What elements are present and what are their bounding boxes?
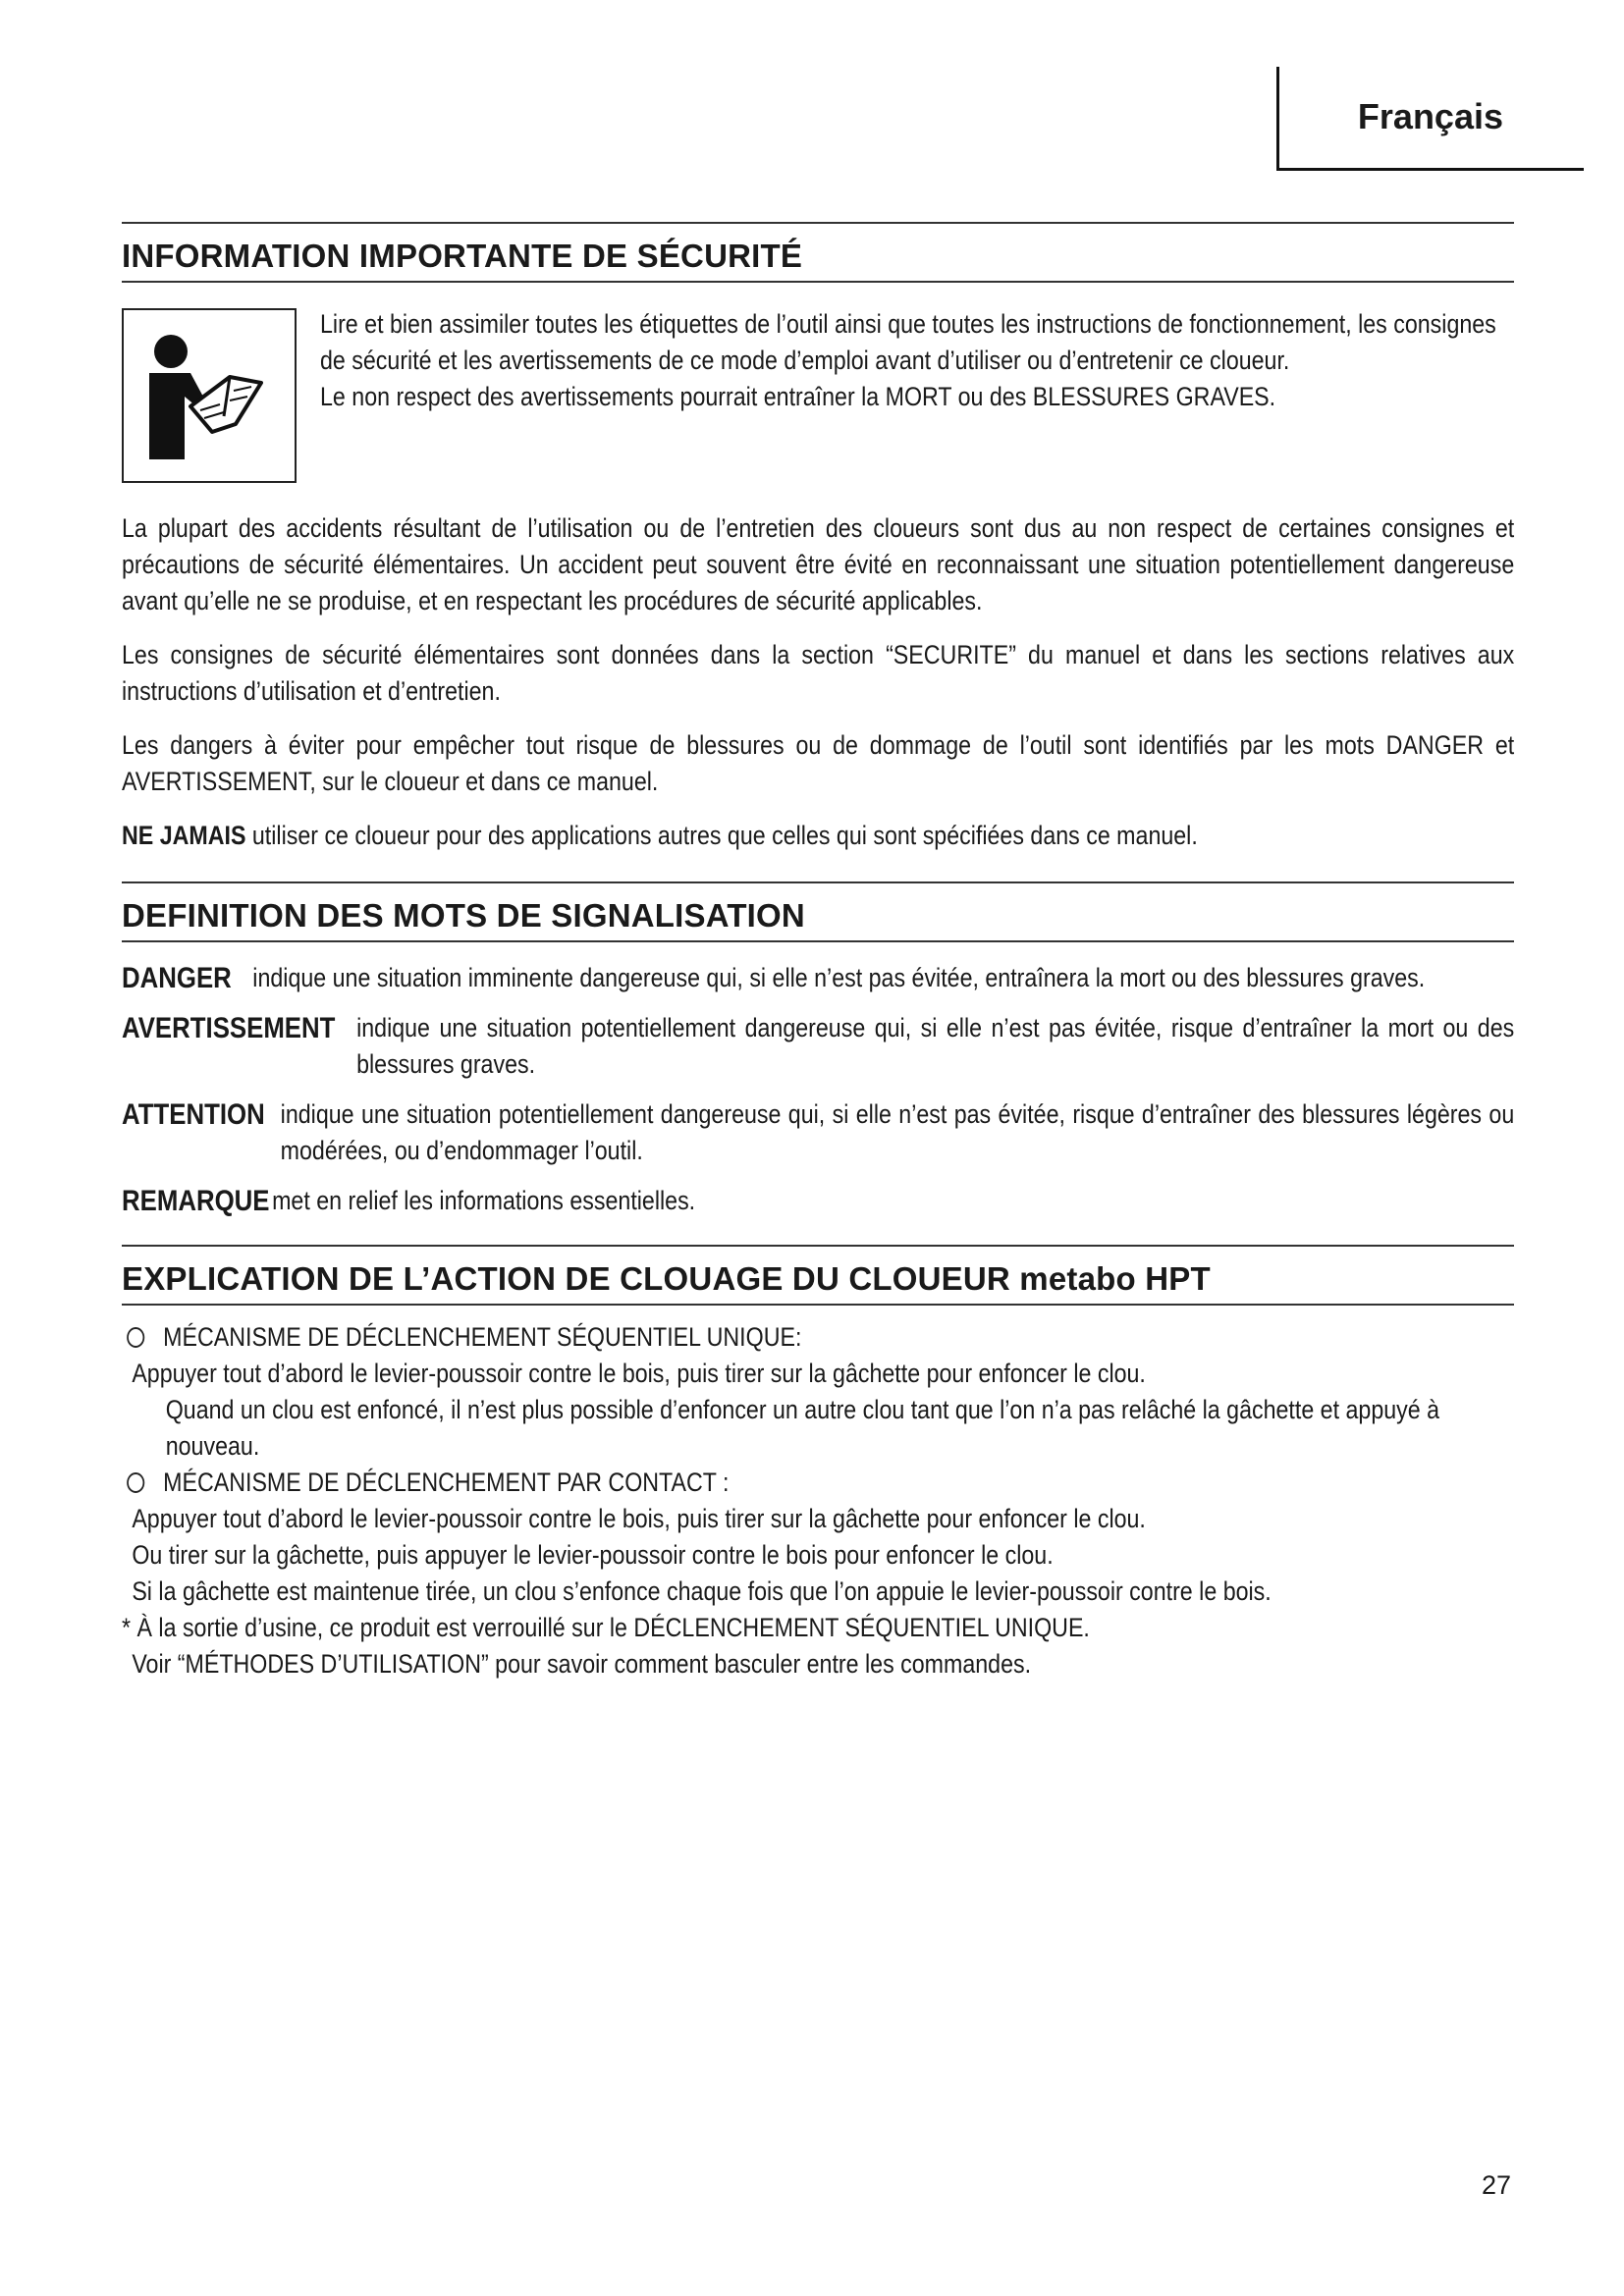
definition-term: AVERTISSEMENT [122,1012,336,1044]
methods-note: Voir “MÉTHODES D’UTILISATION” pour savoir comment basculer entre les commandes. [132,1649,1032,1679]
section-title-nailing: EXPLICATION DE L’ACTION DE CLOUAGE DU CLOUEUR metabo HPT [122,1245,1514,1306]
paragraph-dangers: Les dangers à éviter pour empêcher tout risque de blessures ou de dommage de l’outil sont identifiés par les mots DANGER et AVERTISSEMENT, sur le cloueur et dans ce manuel. [122,730,1515,796]
circle-bullet-icon [127,1472,144,1493]
page-number: 27 [1482,2170,1512,2200]
intro-block [122,308,1514,483]
definition-text: indique une situation potentiellement dangereuse qui, si elle n’est pas évitée, risque d’entraîner la mort ou des blessures graves. [356,1013,1515,1079]
definition-text: indique une situation potentiellement dangereuse qui, si elle n’est pas évitée, risque d’entraîner des blessures légères ou modérées, ou d’endommager l’outil. [280,1099,1515,1165]
contact-line-2: Ou tirer sur la gâchette, puis appuyer le levier-poussoir contre le bois pour enfoncer le clou. [132,1540,1054,1570]
contact-line-1: Appuyer tout d’abord le levier-poussoir contre le bois, puis tirer sur la gâchette pour enfoncer le clou. [132,1504,1146,1533]
contact-line-3: Si la gâchette est maintenue tirée, un clou s’enfonce chaque fois que l’on appuie le levier-poussoir contre le bois. [132,1576,1272,1606]
read-manual-icon [122,308,297,483]
paragraph-accidents: La plupart des accidents résultant de l’utilisation ou de l’entretien des cloueurs sont dus au non respect de certaines consignes et précautions de sécurité élémentaires. Un accident peut souvent être évité en reconnaissant une situation potentiellement dangereuse avant qu’elle ne se produise, et en respectant les procédures de sécurité applicables. [122,513,1515,615]
nailing-mechanisms [122,1319,1514,1682]
mechanism-sequential-title: MÉCANISME DE DÉCLENCHEMENT SÉQUENTIEL UNIQUE: [163,1322,802,1352]
language-tab [1276,67,1584,171]
definition-term: REMARQUE [122,1185,270,1217]
definition-danger [122,960,1514,996]
sequential-line-1: Appuyer tout d’abord le levier-poussoir contre le bois, puis tirer sur la gâchette pour enfoncer le clou. [132,1359,1146,1388]
mechanism-contact [122,1465,1514,1501]
intro-text [320,306,1514,483]
definition-attention [122,1096,1514,1169]
section-title-safety: INFORMATION IMPORTANTE DE SÉCURITÉ [122,222,1514,283]
intro-line-2: Le non respect des avertissements pourrait entraîner la MORT ou des BLESSURES GRAVES. [320,382,1276,411]
language-label: Français [1357,96,1503,136]
definition-remarque [122,1183,1514,1219]
circle-bullet-icon [127,1327,144,1348]
read-manual-icon-graphic [135,322,283,469]
factory-note: * À la sortie d’usine, ce produit est verrouillé sur le DÉCLENCHEMENT SÉQUENTIEL UNIQUE. [122,1613,1090,1642]
definition-text: met en relief les informations essentielles. [272,1186,696,1215]
paragraph-consignes: Les consignes de sécurité élémentaires sont données dans la section “SECURITE” du manuel et dans les sections relatives aux instructions d’utilisation et d’entretien. [122,640,1515,706]
intro-line-1: Lire et bien assimiler toutes les étiquettes de l’outil ainsi que toutes les instructions de fonctionnement, les consignes de sécurité et les avertissements de ce mode d’emploi avant d’utiliser ou d’entretenir ce cloueur. [320,309,1496,375]
never-emphasis: NE JAMAIS [122,821,246,850]
never-text: utiliser ce cloueur pour des applications autres que celles qui sont spécifiées dans ce manuel. [245,821,1198,850]
mechanism-sequential [122,1319,1514,1356]
definition-term: DANGER [122,962,232,994]
mechanism-contact-title: MÉCANISME DE DÉCLENCHEMENT PAR CONTACT : [163,1468,730,1497]
page-content [122,222,1514,1682]
definition-avertissement [122,1010,1514,1083]
definition-term: ATTENTION [122,1098,265,1131]
paragraph-never [122,818,1514,854]
definition-text: indique une situation imminente dangereuse qui, si elle n’est pas évitée, entraînera la mort ou des blessures graves. [252,963,1426,992]
section-title-definitions: DEFINITION DES MOTS DE SIGNALISATION [122,881,1514,942]
sequential-line-2: Quand un clou est enfoncé, il n’est plus possible d’enfoncer un autre clou tant que l’on n’a pas relâché la gâchette et appuyé à nouveau. [165,1395,1440,1461]
